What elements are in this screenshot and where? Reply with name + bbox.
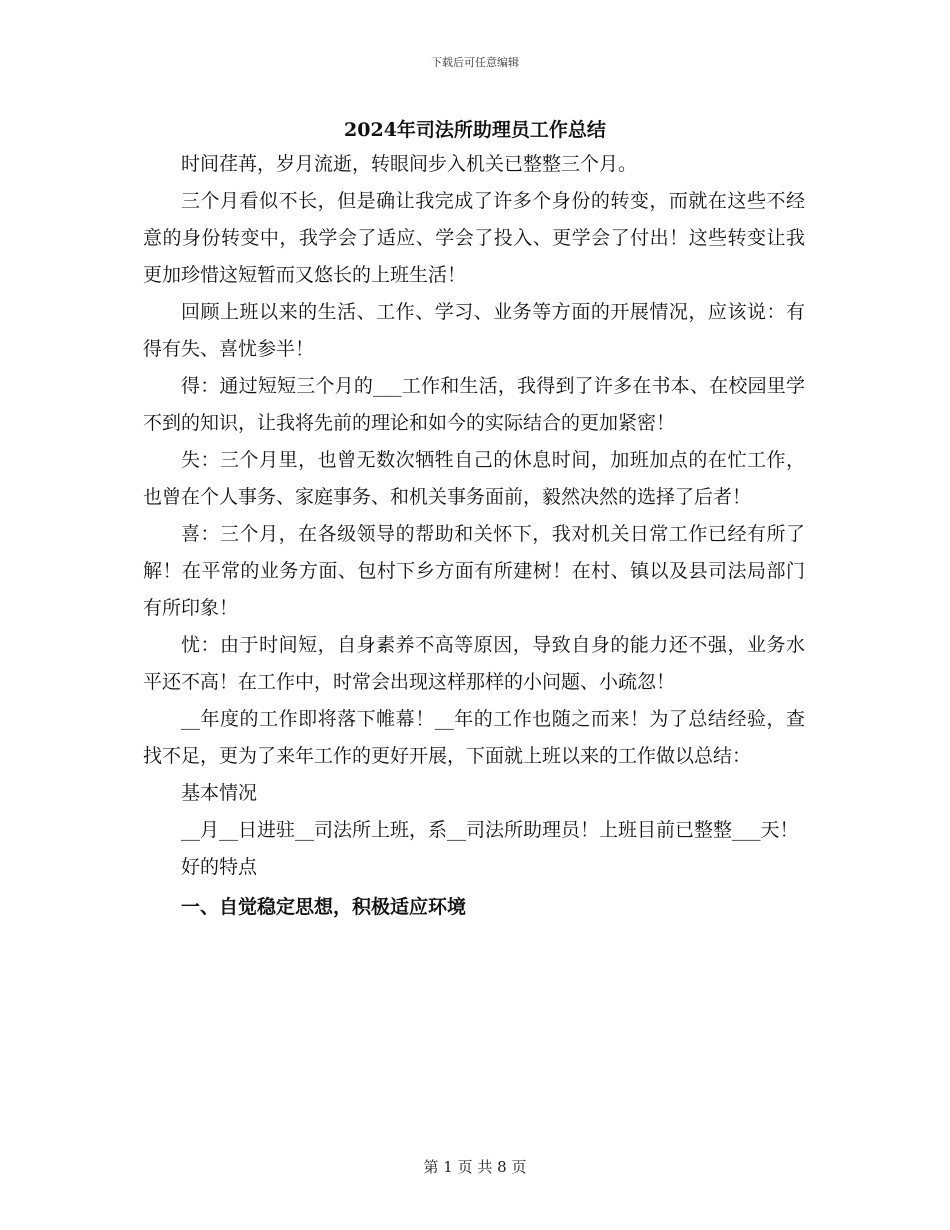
paragraph-10: __月__日进驻__司法所上班，系__司法所助理员！上班目前已整整___天！: [181, 819, 799, 841]
paragraph-2: 三个月看似不长，但是确让我完成了许多个身份的转变，而就在这些不经意的身份转变中，我学会了适应、学会了投入、更学会了付出！这些转变让我更加珍惜这短暂而又悠长的上班生活！: [143, 190, 805, 286]
paragraph-6: 喜：三个月，在各级领导的帮助和关怀下，我对机关日常工作已经有所了解！在平常的业务方面、包村下乡方面有所建树！在村、镇以及县司法局部门有所印象！: [143, 523, 805, 619]
paragraph-9: 基本情况: [181, 782, 258, 804]
paragraph-4: 得：通过短短三个月的___工作和生活，我得到了许多在书本、在校园里学不到的知识，让我将先前的理论和如今的实际结合的更加紧密！: [143, 375, 805, 434]
paragraph-8: __年度的工作即将落下帷幕！__年的工作也随之而来！为了总结经验，查找不足，更为了来年工作的更好开展，下面就上班以来的工作做以总结：: [143, 708, 805, 767]
document-body: [143, 146, 805, 926]
paragraph-5: 失：三个月里，也曾无数次牺牲自己的休息时间，加班加点的在忙工作，也曾在个人事务、家庭事务、和机关事务面前，毅然决然的选择了后者！: [143, 449, 805, 508]
paragraph-3: 回顾上班以来的生活、工作、学习、业务等方面的开展情况，应该说：有得有失、喜忧参半！: [143, 301, 805, 360]
document-title: 2024年司法所助理员工作总结: [344, 119, 606, 141]
paragraph-11: 好的特点: [181, 856, 258, 878]
header-note: 下载后可任意编辑: [431, 56, 519, 69]
page-number: 第 1 页 共 8 页: [423, 1158, 527, 1176]
paragraph-7: 忧：由于时间短，自身素养不高等原因，导致自身的能力还不强，业务水平还不高！在工作中，时常会出现这样那样的小问题、小疏忽！: [143, 634, 805, 693]
section-heading: 一、自觉稳定思想，积极适应环境: [181, 896, 467, 918]
paragraph-1: 时间荏苒，岁月流逝，转眼间步入机关已整整三个月。: [181, 153, 638, 175]
